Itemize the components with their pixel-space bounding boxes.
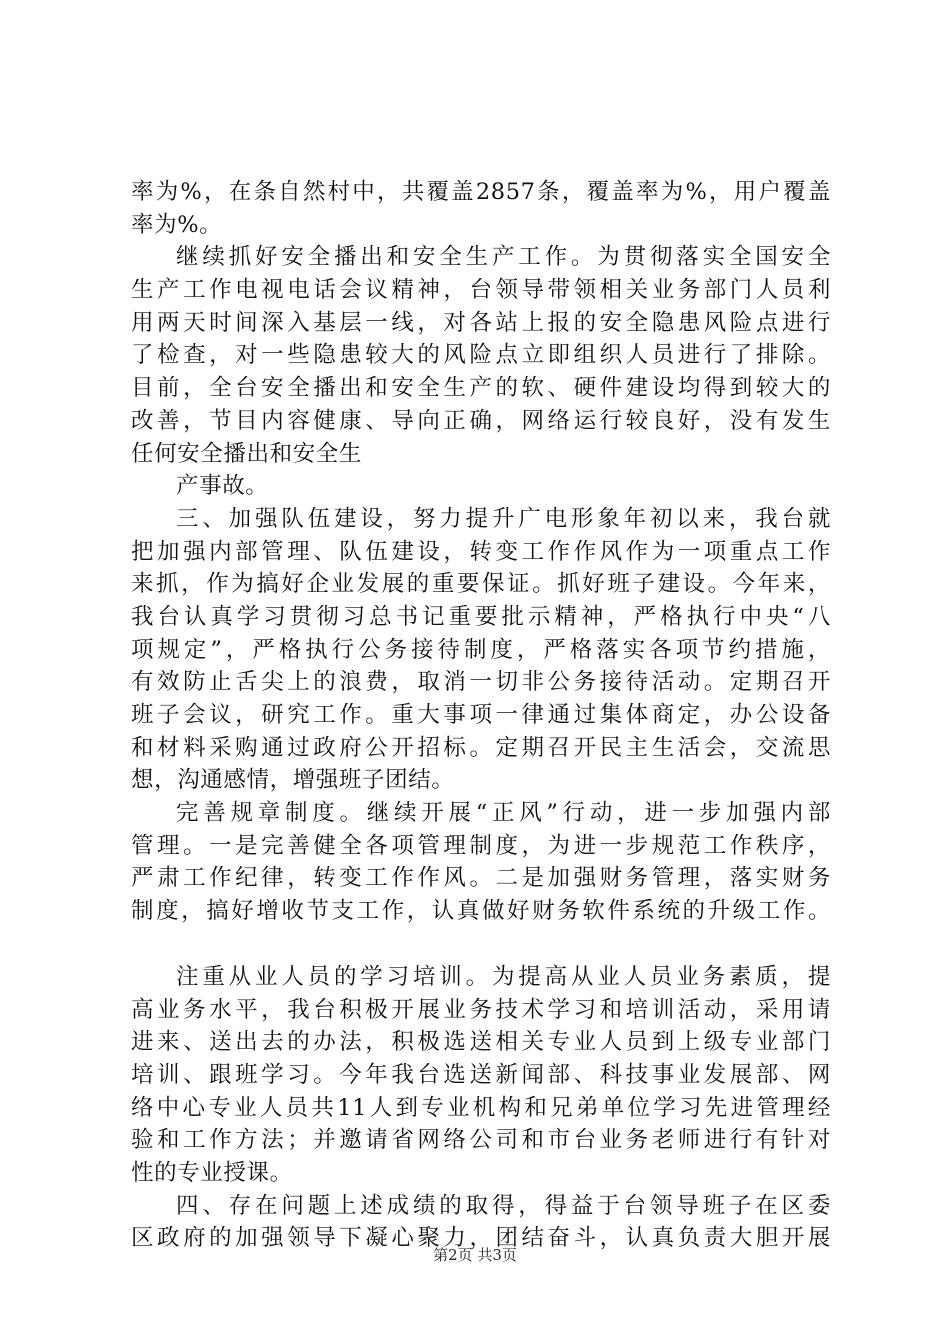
text-line: 高业务水平，我台积极开展业务技术学习和培训活动，采用请 — [131, 996, 831, 1023]
text-line: 项规定”，严格执行公务接待制度，严格落实各项节约措施， — [131, 636, 831, 663]
text-line: 用两天时间深入基层一线，对各站上报的安全隐患风险点进行 — [131, 309, 831, 336]
text-line: 率为%。 — [131, 211, 223, 238]
text-line: 改善，节目内容健康、导向正确，网络运行较良好，没有发生 — [131, 407, 831, 434]
text-line: 生产工作电视电话会议精神，台领导带领相关业务部门人员利 — [131, 277, 831, 304]
document-body — [131, 176, 831, 1255]
paragraph-first-line: 继续抓好安全播出和安全生产工作。为贯彻落实全国安全 — [176, 244, 831, 271]
text-line: 区政府的加强领导下凝心聚力，团结奋斗，认真负责大胆开展 — [131, 1225, 831, 1252]
paragraph-first-line: 产事故。 — [176, 473, 269, 500]
paragraph-first-line: 三、加强队伍建设，努力提升广电形象年初以来，我台就 — [176, 505, 831, 532]
paragraph-gap — [131, 928, 831, 961]
text-line: 络中心专业人员共11人到专业机构和兄弟单位学习先进管理经 — [131, 1094, 831, 1121]
text-line: 管理。一是完善健全各项管理制度，为进一步规范工作秩序， — [131, 832, 831, 859]
paragraph-first-line: 完善规章制度。继续开展“正风”行动，进一步加强内部 — [176, 800, 831, 827]
text-line: 和材料采购通过政府公开招标。定期召开民主生活会，交流思 — [131, 734, 831, 761]
text-line: 进来、送出去的办法，积极选送相关专业人员到上级专业部门 — [131, 1029, 831, 1056]
paragraph-first-line: 四、存在问题上述成绩的取得，得益于台领导班子在区委 — [176, 1192, 831, 1219]
text-line: 把加强内部管理、队伍建设，转变工作作风作为一项重点工作 — [131, 538, 831, 565]
text-line: 班子会议，研究工作。重大事项一律通过集体商定，办公设备 — [131, 702, 831, 728]
text-line: 率为%，在条自然村中，共覆盖2857条，覆盖率为%，用户覆盖 — [131, 179, 831, 205]
paragraph-first-line: 注重从业人员的学习培训。为提高从业人员业务素质，提 — [176, 963, 831, 990]
text-line: 验和工作方法；并邀请省网络公司和市台业务老师进行有针对 — [131, 1127, 831, 1154]
text-line: 严肃工作纪律，转变工作作风。二是加强财务管理，落实财务 — [131, 865, 831, 892]
text-line: 性的专业授课。 — [131, 1159, 293, 1186]
page-number-footer: 第2页 共3页 — [433, 1246, 517, 1264]
text-line: 制度，搞好增收节支工作，认真做好财务软件系统的升级工作。 — [131, 898, 831, 925]
text-line: 了检查，对一些隐患较大的风险点立即组织人员进行了排除。 — [131, 342, 831, 369]
text-line: 想，沟通感情，增强班子团结。 — [131, 767, 455, 794]
text-line: 来抓，作为搞好企业发展的重要保证。抓好班子建设。今年来， — [131, 571, 831, 598]
text-line: 任何安全播出和安全生 — [131, 440, 363, 467]
text-line: 培训、跟班学习。今年我台选送新闻部、科技事业发展部、网 — [131, 1061, 831, 1088]
text-line: 有效防止舌尖上的浪费，取消一切非公务接待活动。定期召开 — [131, 669, 831, 696]
text-line: 目前，全台安全播出和安全生产的软、硬件建设均得到较大的 — [131, 375, 831, 402]
text-line: 我台认真学习贯彻习总书记重要批示精神，严格执行中央“八 — [131, 603, 831, 630]
